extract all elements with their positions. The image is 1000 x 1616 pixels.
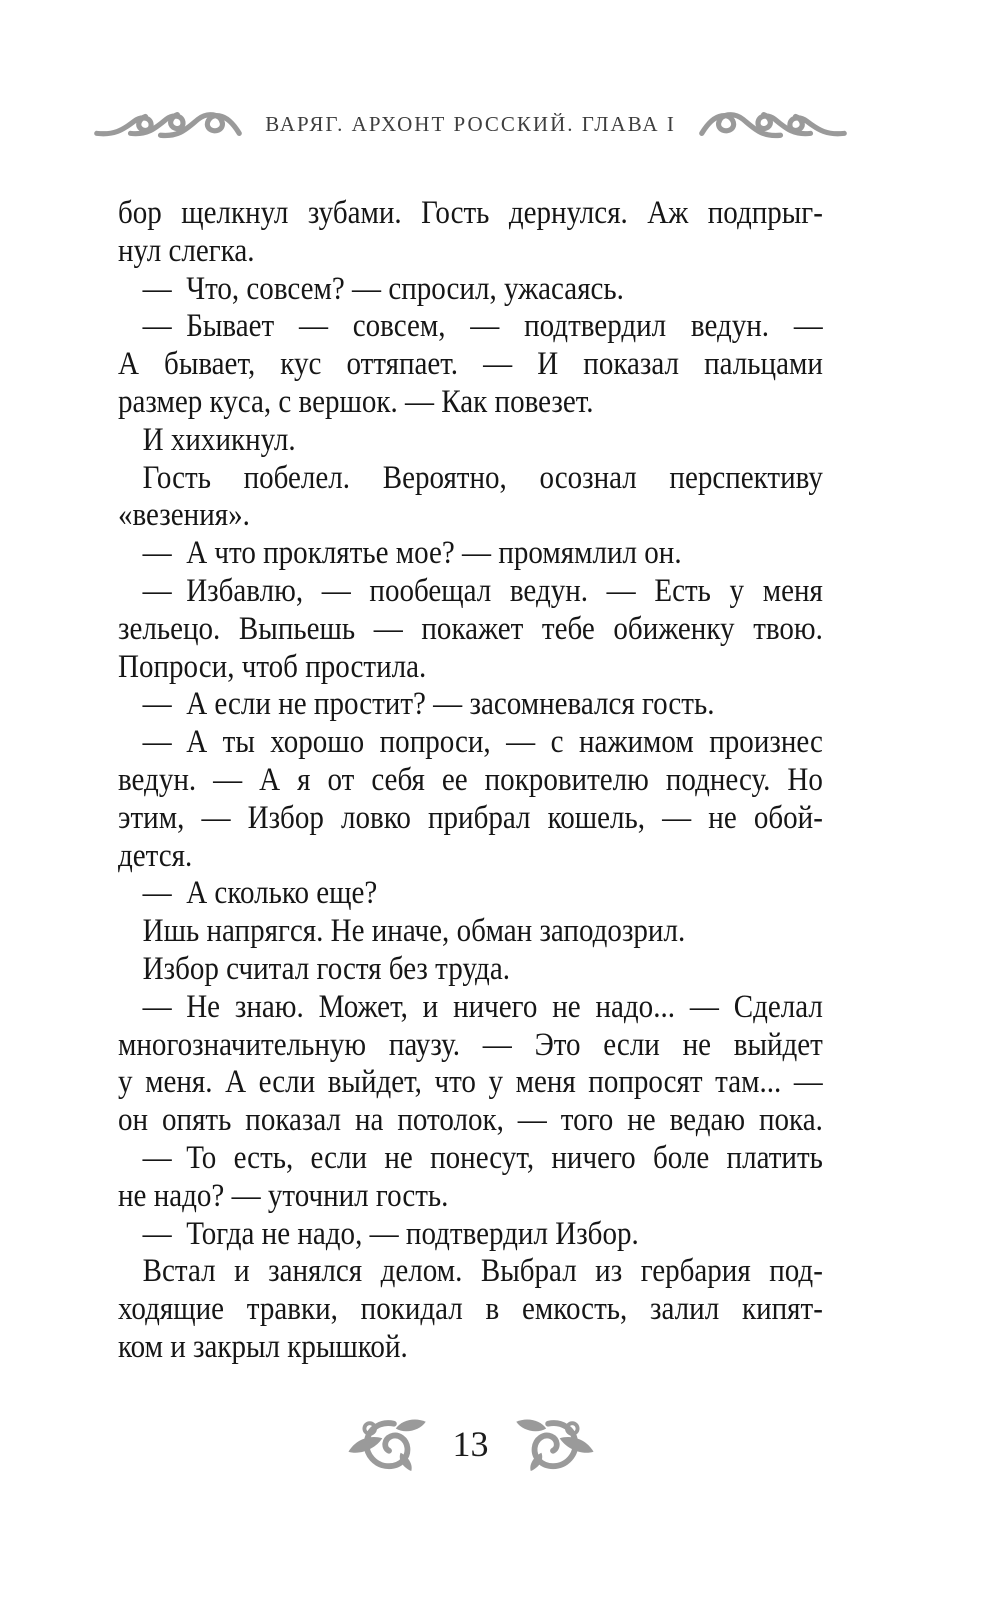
text-line: — Избавлю, — пообещал ведун. — Есть у меня [142, 572, 823, 609]
text-line: дется. [118, 837, 193, 874]
text-line: И хихикнул. [142, 421, 296, 458]
text-line: — А ты хорошо попроси, — с нажимом произнес [142, 724, 823, 761]
text-line: Избор считал гостя без труда. [142, 950, 510, 987]
page-body-text [118, 195, 823, 1367]
text-line: Встал и занялся делом. Выбрал из гербария под- [142, 1253, 823, 1290]
footer-flourish-right-icon [507, 1416, 597, 1472]
text-line: он опять показал на потолок, — того не ведаю пока. [118, 1102, 823, 1139]
page-footer [118, 1416, 823, 1472]
text-line: — А если не простит? — засомневался гость. [142, 686, 715, 723]
page-number: 13 [452, 1424, 489, 1464]
text-line: нул слегка. [118, 232, 255, 269]
text-line: Ишь напрягся. Не иначе, обман заподозрил. [142, 913, 686, 950]
text-line: многозначительную паузу. — Это если не выйдет [118, 1026, 823, 1063]
text-line: зельецо. Выпьешь — покажет тебе обиженку твою. [118, 610, 823, 647]
text-line: у меня. А если выйдет, что у меня попросят там... — [118, 1064, 823, 1101]
text-line: бор щелкнул зубами. Гость дернулся. Аж подпрыг- [118, 195, 823, 231]
chapter-header [118, 104, 823, 144]
text-line: размер куса, с вершок. — Как повезет. [118, 383, 594, 420]
text-line: — Не знаю. Может, и ничего не надо... — Сделал [142, 988, 823, 1025]
header-flourish-right-icon [698, 104, 848, 144]
text-line: — Тогда не надо, — подтвердил Избор. [142, 1215, 639, 1252]
text-line: — А сколько еще? [142, 875, 378, 912]
text-line: «везения». [118, 497, 250, 534]
text-line: — То есть, если не понесут, ничего боле платить [142, 1139, 823, 1176]
text-line: — Бывает — совсем, — подтвердил ведун. — [142, 308, 823, 345]
text-line: ком и закрыл крышкой. [118, 1328, 408, 1365]
text-line: Гость побелел. Вероятно, осознал перспективу [142, 459, 823, 496]
text-line: не надо? — уточнил гость. [118, 1177, 449, 1214]
text-line: — А что проклятье мое? — промямлил он. [142, 535, 682, 572]
text-line: ведун. — А я от себя ее покровителю поднесу. Но [118, 761, 823, 798]
text-line: А бывает, кус оттяпает. — И показал пальцами [118, 346, 823, 383]
text-line: ходящие травки, покидал в емкость, залил кипят- [118, 1291, 823, 1328]
header-flourish-left-icon [93, 104, 243, 144]
chapter-title: ВАРЯГ. АРХОНТ РОССКИЙ. ГЛАВА I [265, 111, 676, 136]
footer-flourish-left-icon [345, 1416, 435, 1472]
text-line: этим, — Избор ловко прибрал кошель, — не обой- [118, 799, 823, 836]
text-line: Попроси, чтоб простила. [118, 648, 427, 685]
text-line: — Что, совсем? — спросил, ужасаясь. [142, 270, 624, 307]
